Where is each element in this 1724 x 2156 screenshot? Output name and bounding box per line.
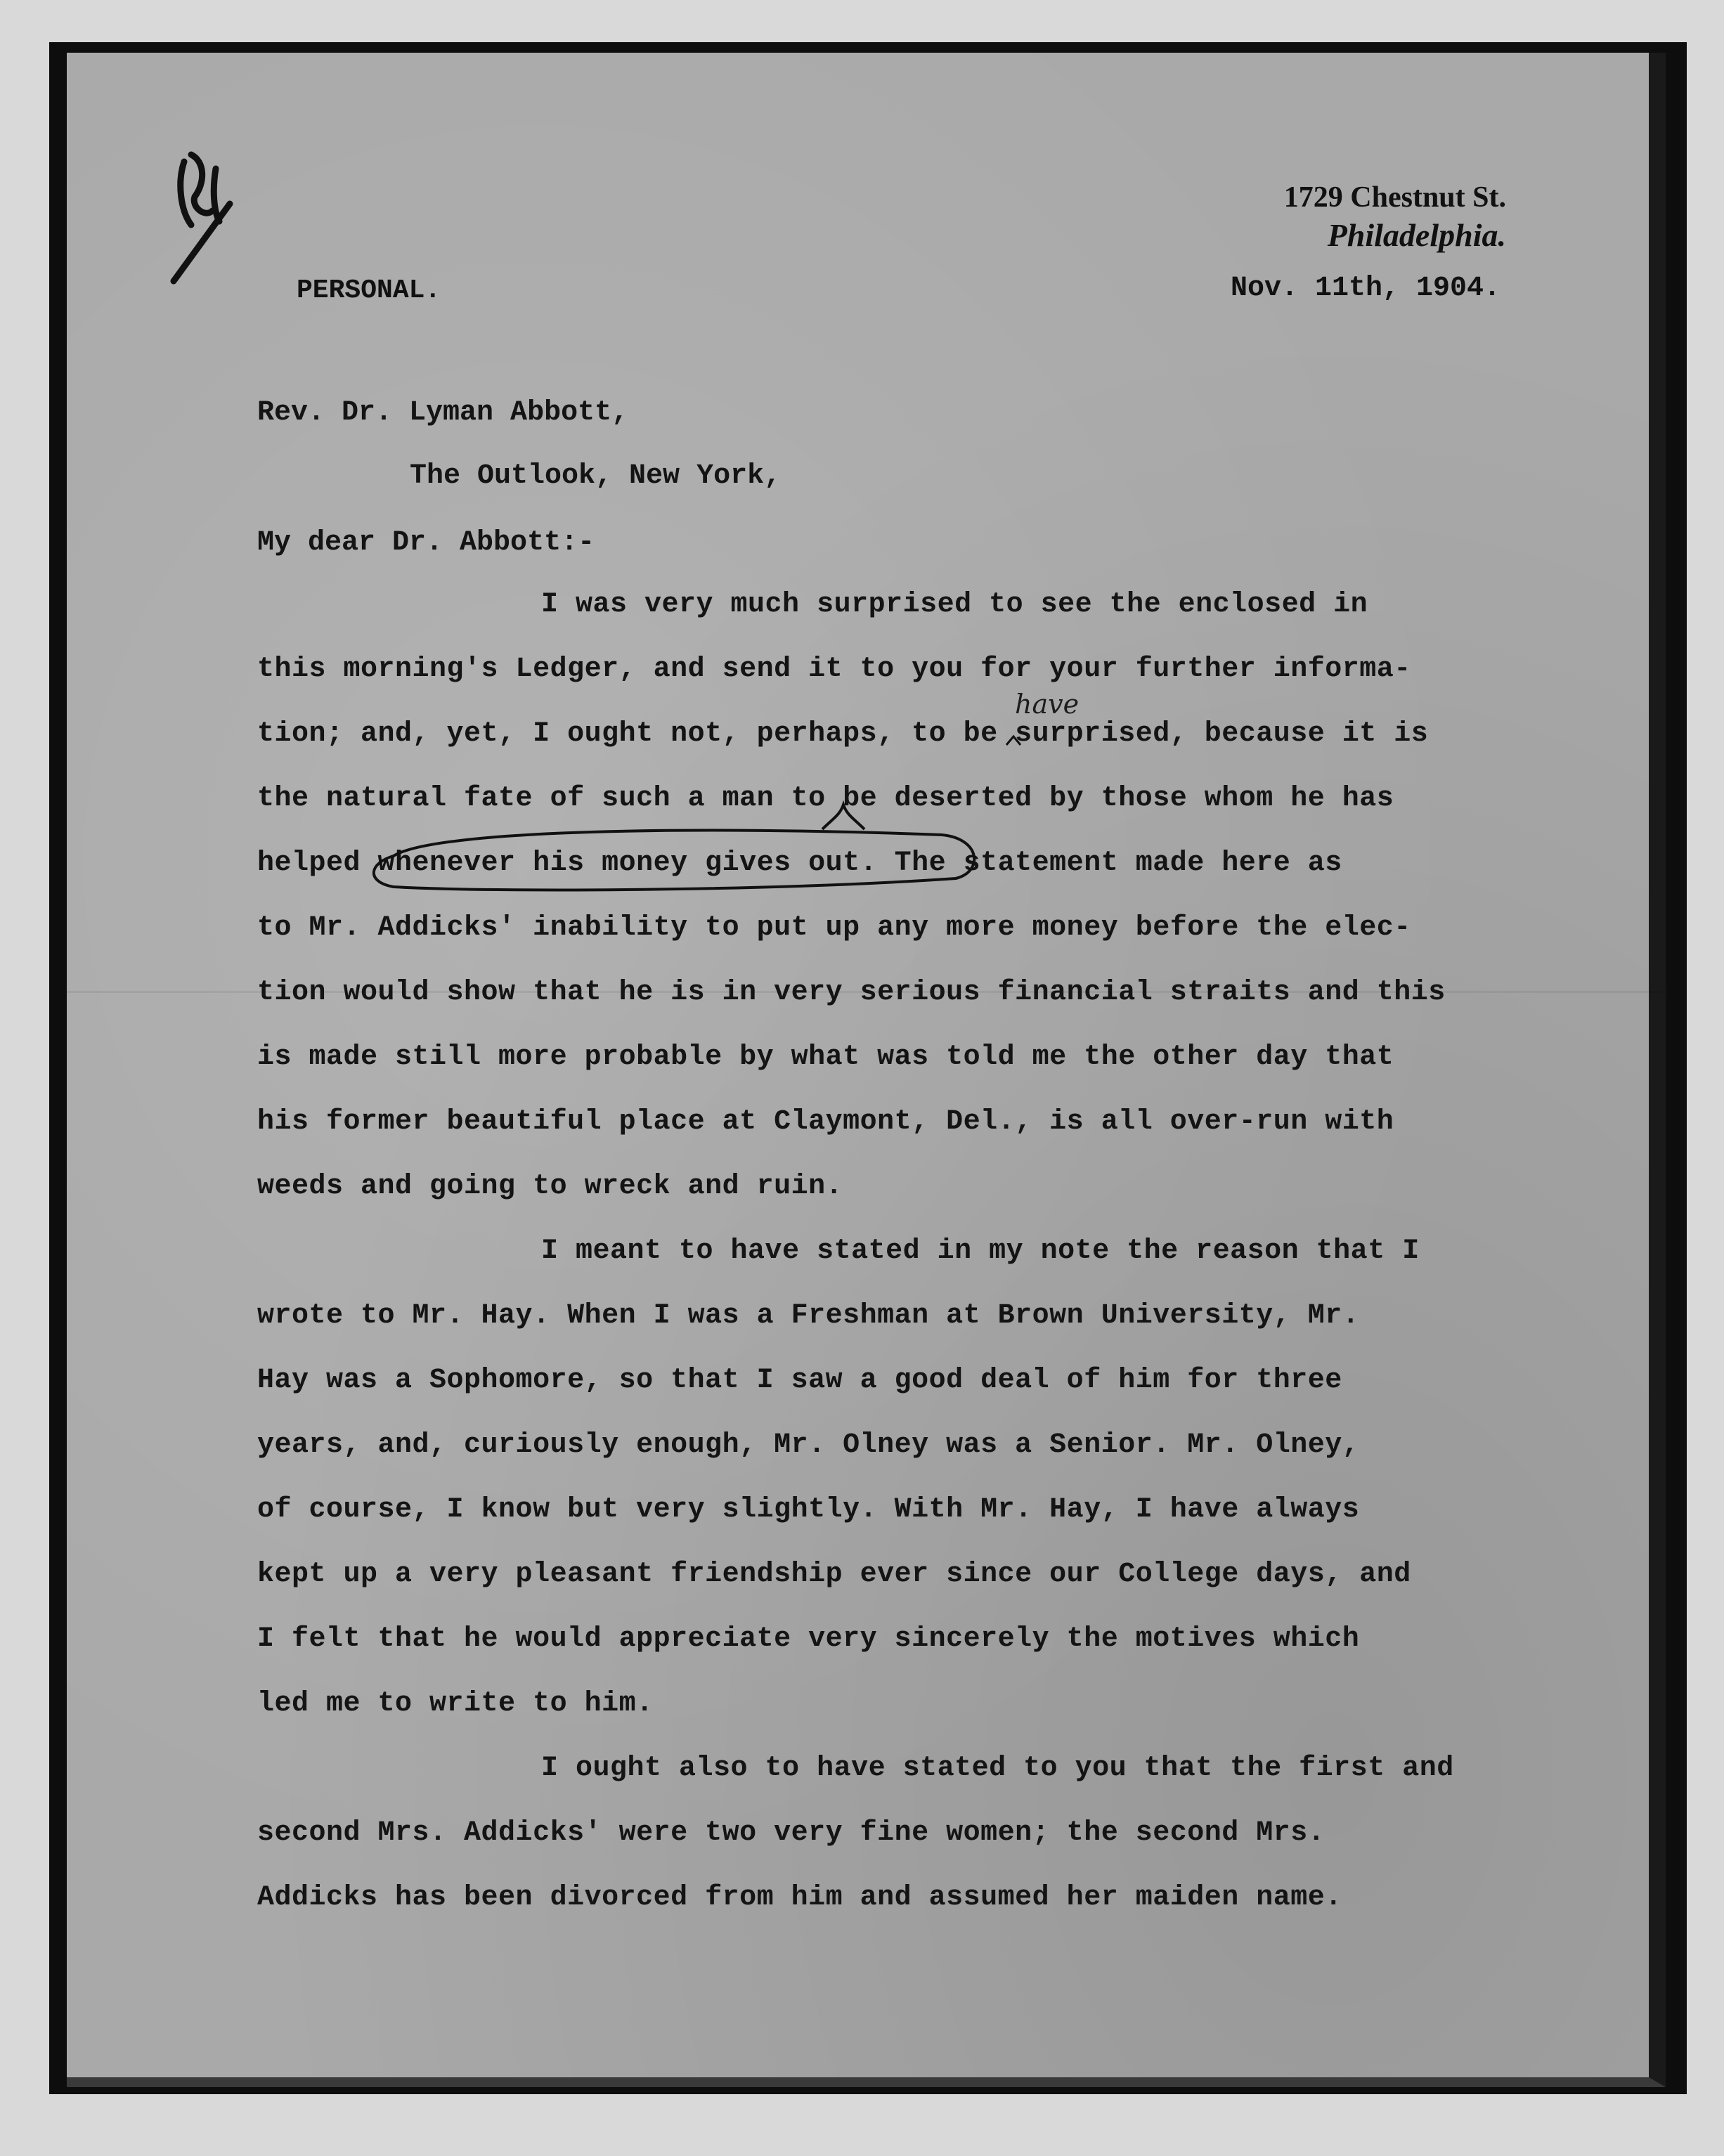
handwritten-insertion: have	[1015, 689, 1080, 720]
handwritten-mark-icon	[163, 141, 268, 302]
body-line: of course, I know but very slightly. With Mr. Hay, I have always	[257, 1494, 1360, 1526]
body-line: I meant to have stated in my note the reason that I	[541, 1235, 1420, 1267]
recipient-name: Rev. Dr. Lyman Abbott,	[257, 397, 629, 429]
body-line: helped whenever his money gives out. The statement made here as	[257, 848, 1342, 879]
body-line: wrote to Mr. Hay. When I was a Freshman at Brown University, Mr.	[257, 1300, 1360, 1332]
body-line: this morning's Ledger, and send it to you for your further informa-	[257, 654, 1411, 685]
body-line: weeds and going to wreck and ruin.	[257, 1171, 843, 1202]
personal-label: PERSONAL.	[297, 275, 441, 306]
body-line: the natural fate of such a man to be deserted by those whom he has	[257, 783, 1394, 814]
body-line: Addicks has been divorced from him and assumed her maiden name.	[257, 1882, 1342, 1914]
recipient-publication: The Outlook, New York,	[410, 460, 782, 492]
body-line: tion would show that he is in very serious financial straits and this	[257, 977, 1446, 1008]
body-line: I was very much surprised to see the enclosed in	[541, 589, 1368, 621]
body-line: is made still more probable by what was told me the other day that	[257, 1041, 1394, 1073]
letterhead-street: 1729 Chestnut St.	[1283, 181, 1506, 214]
salutation: My dear Dr. Abbott:-	[257, 527, 595, 559]
body-line: tion; and, yet, I ought not, perhaps, to be surprised, because it is	[257, 718, 1429, 750]
letter-date: Nov. 11th, 1904.	[1230, 273, 1501, 304]
body-line: Hay was a Sophomore, so that I saw a good deal of him for three	[257, 1365, 1342, 1396]
body-line: second Mrs. Addicks' were two very fine women; the second Mrs.	[257, 1817, 1326, 1849]
body-line: led me to write to him.	[257, 1688, 654, 1720]
letterhead	[1284, 181, 1506, 254]
body-line: to Mr. Addicks' inability to put up any more money before the elec-	[257, 912, 1411, 944]
letterhead-city: Philadelphia.	[1327, 217, 1506, 254]
body-line: kept up a very pleasant friendship ever since our College days, and	[257, 1559, 1411, 1590]
body-line: his former beautiful place at Claymont, Del., is all over-run with	[257, 1106, 1394, 1138]
body-line: I ought also to have stated to you that the first and	[541, 1753, 1454, 1784]
body-line: years, and, curiously enough, Mr. Olney was a Senior. Mr. Olney,	[257, 1429, 1360, 1461]
body-line: I felt that he would appreciate very sincerely the motives which	[257, 1623, 1360, 1655]
